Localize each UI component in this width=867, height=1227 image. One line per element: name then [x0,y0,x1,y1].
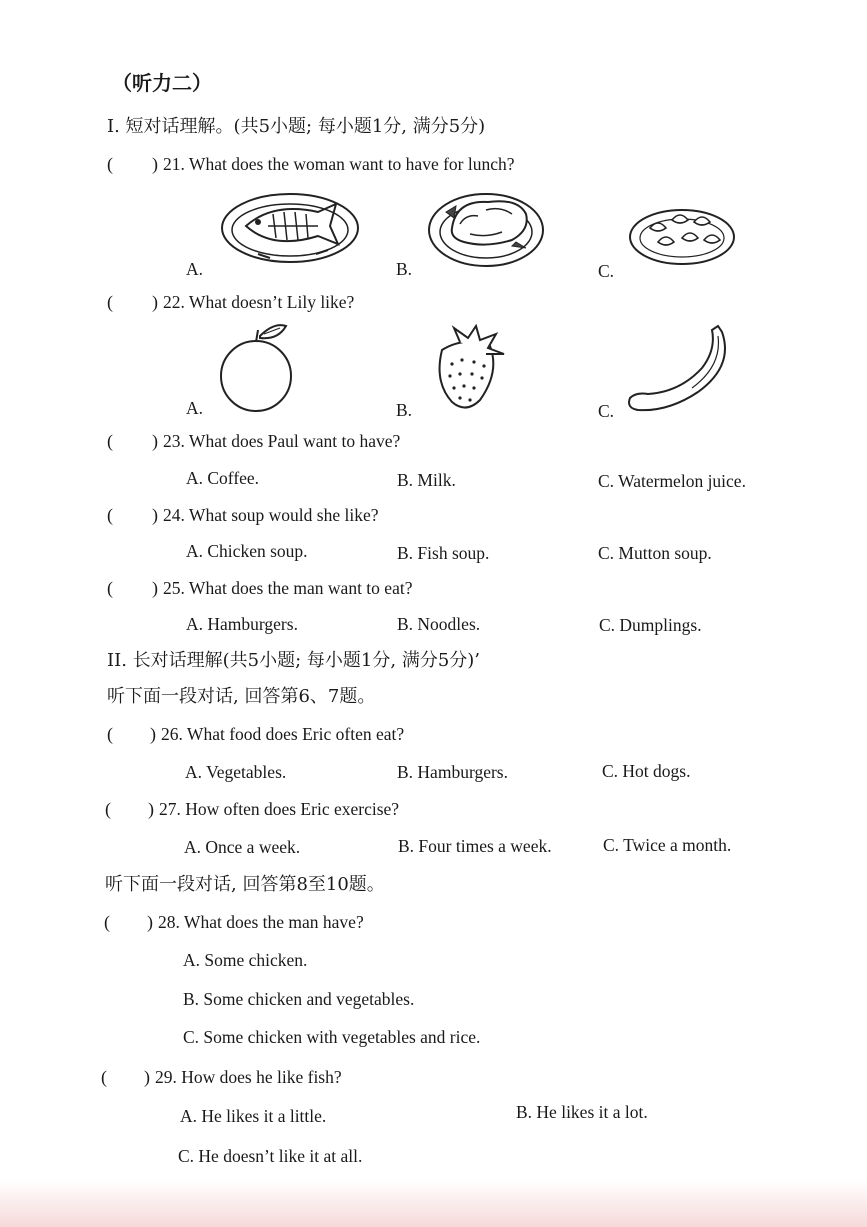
apple-icon [214,320,298,414]
option-c: C. Hot dogs. [602,761,691,781]
option-a: A. Vegetables. [185,762,287,782]
question-25: 25. What does the man want to eat? [163,578,413,598]
answer-blank-close: ) [152,578,158,598]
section2-intro-1: 听下面一段对话, 回答第6、7题。 [107,686,376,707]
answer-blank-close: ) [144,1067,150,1087]
option-c-label: C. [598,401,615,421]
option-a: A. Coffee. [186,468,260,488]
question-22: 22. What doesn’t Lily like? [163,292,355,312]
answer-blank-open: ( [107,724,113,744]
option-c: C. He doesn’t like it at all. [178,1146,363,1166]
option-b: B. Noodles. [397,614,481,634]
section2-heading: II. 长对话理解(共5小题; 每小题1分, 满分5分)’ [107,650,481,671]
answer-blank-open: ( [105,799,111,819]
answer-blank-open: ( [107,578,113,598]
answer-blank-close: ) [152,505,158,525]
option-b: B. Four times a week. [398,836,552,856]
section1-heading: I. 短对话理解。(共5小题; 每小题1分, 满分5分) [107,116,486,137]
answer-blank-open: ( [104,912,110,932]
option-b: B. He likes it a lot. [516,1102,648,1122]
option-c: C. Mutton soup. [598,543,712,563]
option-c-label: C. [598,261,615,281]
option-b: B. Milk. [397,470,456,490]
question-29: 29. How does he like fish? [155,1067,342,1087]
answer-blank-open: ( [107,154,113,174]
answer-blank-open: ( [107,292,113,312]
page-title: （听力二） [112,71,212,95]
answer-blank-open: ( [107,505,113,525]
answer-blank-close: ) [147,912,153,932]
fish-on-plate-icon [218,184,374,266]
dumplings-on-plate-icon [628,204,736,266]
option-c: C. Dumplings. [599,615,702,635]
option-a: A. Chicken soup. [186,541,308,561]
question-27: 27. How often does Eric exercise? [159,799,400,819]
option-a: A. Once a week. [184,837,301,857]
question-28: 28. What does the man have? [158,912,364,932]
answer-blank-close: ) [152,431,158,451]
option-b: B. Some chicken and vegetables. [183,989,415,1009]
option-a: A. He likes it a little. [180,1106,327,1126]
option-b-label: B. [396,400,413,420]
answer-blank-open: ( [107,431,113,451]
option-b: B. Fish soup. [397,543,490,563]
option-a-label: A. [186,259,204,279]
option-a: A. Some chicken. [183,950,308,970]
page-stain [0,1180,867,1227]
answer-blank-open: ( [101,1067,107,1087]
option-c: C. Twice a month. [603,835,732,855]
option-a-label: A. [186,398,204,418]
chicken-on-plate-icon [426,184,546,270]
answer-blank-close: ) [152,292,158,312]
answer-blank-close: ) [148,799,154,819]
strawberry-icon [430,324,510,414]
option-c: C. Watermelon juice. [598,471,746,491]
question-26: 26. What food does Eric often eat? [161,724,405,744]
question-24: 24. What soup would she like? [163,505,379,525]
answer-blank-close: ) [152,154,158,174]
option-b: B. Hamburgers. [397,762,508,782]
question-23: 23. What does Paul want to have? [163,431,401,451]
answer-blank-close: ) [150,724,156,744]
question-21: 21. What does the woman want to have for lunch? [163,154,515,174]
banana-icon [622,322,736,416]
option-a: A. Hamburgers. [186,614,298,634]
section2-intro-2: 听下面一段对话, 回答第8至10题。 [105,874,385,895]
option-b-label: B. [396,259,413,279]
option-c: C. Some chicken with vegetables and rice. [183,1027,481,1047]
